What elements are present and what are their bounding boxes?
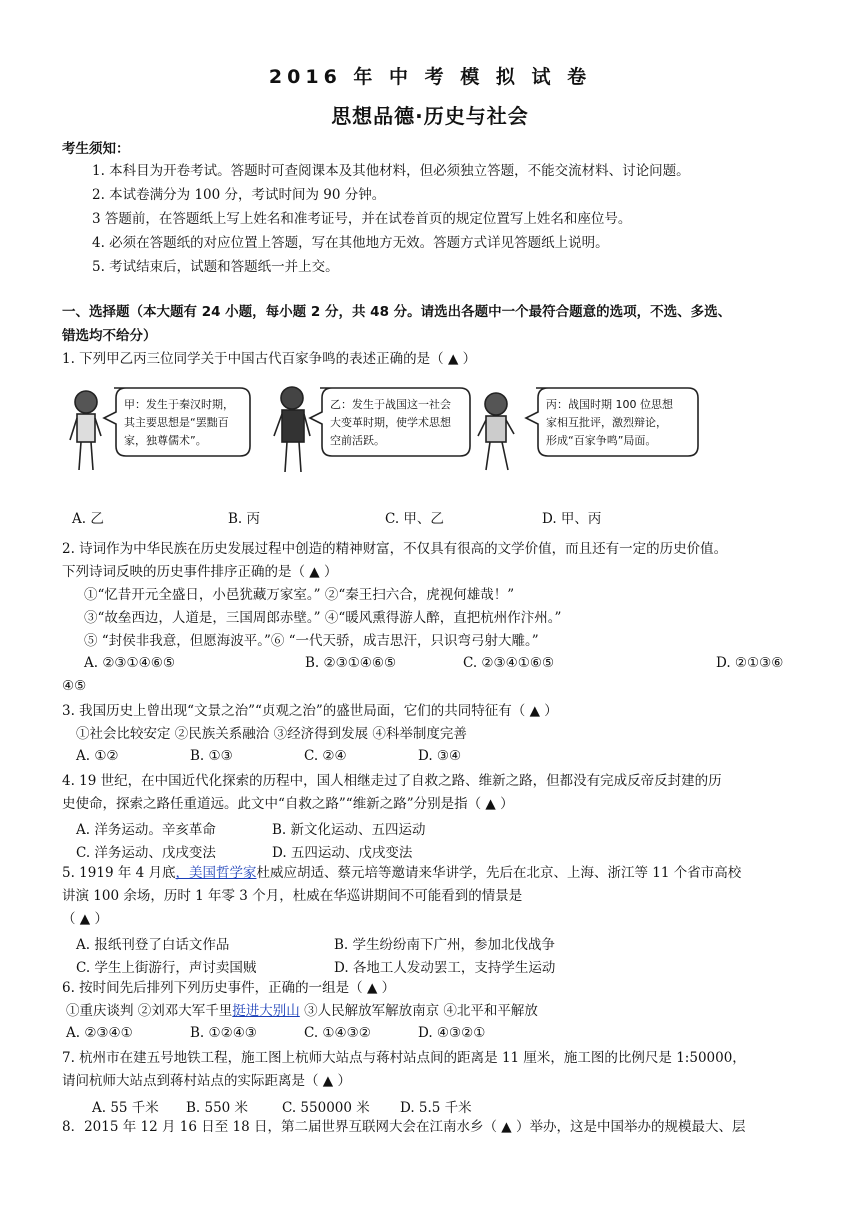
q7-stem-cont: 请问杭师大站点到蒋村站点的实际距离是（ ▲ ）	[62, 1073, 351, 1089]
q2-stem-cont: 下列诗词反映的历史事件排序正确的是（ ▲ ）	[62, 564, 338, 580]
q5-answer-slot: （ ▲ ）	[62, 911, 108, 927]
q1-cartoon	[68, 378, 708, 478]
q2-option-c[interactable]: C. ②③④①⑥⑤	[463, 655, 555, 671]
q2-poem-line: ①“忆昔开元全盛日，小邑犹藏万家室。” ②“秦王扫六合，虎视何雄哉！”	[84, 587, 515, 603]
q1-stem: 1. 下列甲乙丙三位同学关于中国古代百家争鸣的表述正确的是（ ▲ ）	[62, 351, 477, 367]
q5-option-d[interactable]: D. 各地工人发动罢工，支持学生运动	[334, 960, 556, 976]
bubble-jia-line: 甲：发生于秦汉时期，	[124, 398, 234, 411]
q4-option-b[interactable]: B. 新文化运动、五四运动	[272, 822, 426, 838]
q6-option-d[interactable]: D. ④③②①	[418, 1025, 486, 1041]
q5-option-a[interactable]: A. 报纸刊登了白话文作品	[76, 937, 230, 953]
notice-item: 5. 考试结束后，试题和答题纸一并上交。	[92, 259, 339, 275]
q6-option-c[interactable]: C. ①④③②	[304, 1025, 371, 1041]
q1-option-b[interactable]: B. 丙	[228, 511, 261, 527]
q4-option-c[interactable]: C. 洋务运动、戊戌变法	[76, 845, 216, 861]
bubble-jia-line: 其主要思想是“罢黜百	[124, 416, 229, 429]
q6-stem: 6. 按时间先后排列下列历史事件，正确的一组是（ ▲ ）	[62, 980, 396, 996]
q5-option-b[interactable]: B. 学生纷纷南下广州，参加北伐战争	[334, 937, 556, 953]
q1-option-c[interactable]: C. 甲、乙	[385, 511, 444, 527]
q2-option-d-cont: ④⑤	[62, 678, 87, 694]
dabieshan-link[interactable]: 挺进大别山	[232, 1003, 300, 1019]
q5-stem	[62, 864, 741, 882]
q4-option-d[interactable]: D. 五四运动、戊戌变法	[272, 845, 413, 861]
notice-heading: 考生须知：	[62, 141, 130, 157]
exam-title: 2016 年 中 考 模 拟 试 卷	[268, 66, 592, 88]
q6-option-b[interactable]: B. ①②④③	[190, 1025, 257, 1041]
q5-stem-rest: 杜威应胡适、蔡元培等邀请来华讲学，先后在北京、上海、浙江等 11 个省市高校	[256, 865, 742, 881]
q7-option-d[interactable]: D. 5.5 千米	[400, 1100, 472, 1116]
q4-stem-cont: 史使命，探索之路任重道远。此文中“自救之路”“维新之路”分别是指（ ▲ ）	[62, 796, 514, 812]
q2-option-d[interactable]: D. ②①③⑥	[716, 655, 784, 671]
q6-items	[66, 1002, 538, 1020]
notice-item: 3 答题前，在答题纸上写上姓名和准考证号，并在试卷首页的规定位置写上姓名和座位号。	[92, 211, 632, 227]
bubble-bing-line: 丙：战国时期 100 位思想	[546, 398, 673, 411]
student-yi-figure	[274, 387, 310, 472]
bubble-jia-line: 家，独尊儒术”。	[124, 434, 207, 447]
q7-option-c[interactable]: C. 550000 米	[282, 1100, 370, 1116]
student-bing-figure	[478, 393, 514, 470]
q4-option-a[interactable]: A. 洋务运动。辛亥革命	[76, 822, 216, 838]
student-jia-figure	[70, 391, 101, 470]
q7-stem: 7. 杭州市在建五号地铁工程，施工图上杭师大站点与蒋村站点间的距离是 11 厘米，施工图的比例尺是 1:50000，	[62, 1050, 746, 1066]
q3-option-b[interactable]: B. ①③	[190, 748, 233, 764]
q6-items-rest: ③人民解放军解放南京 ④北平和平解放	[299, 1003, 538, 1019]
bubble-yi-line: 大变革时期，使学术思想	[330, 416, 451, 429]
q2-stem: 2. 诗词作为中华民族在历史发展过程中创造的精神财富，不仅具有很高的文学价值，而且还有一定的历史价值。	[62, 541, 728, 557]
q6-items-start: ①重庆谈判 ②刘邓大军千里	[66, 1003, 233, 1019]
bubble-bing-line: 形成“百家争鸣”局面。	[546, 434, 657, 447]
bubble-bing-line: 家相互批评，激烈辩论，	[546, 416, 667, 429]
q7-option-b[interactable]: B. 550 米	[186, 1100, 249, 1116]
q5-stem-cont: 讲演 100 余场，历时 1 年零 3 个月，杜威在华巡讲期间不可能看到的情景是	[62, 888, 523, 904]
q3-option-c[interactable]: C. ②④	[304, 748, 347, 764]
section-heading: 一、选择题（本大题有 24 小题，每小题 2 分，共 48 分。请选出各题中一个最符合题意的选项，不选、多选、	[62, 304, 732, 320]
philosopher-link[interactable]: ，美国哲学家	[175, 865, 257, 881]
q2-option-b[interactable]: B. ②③①④⑥⑤	[305, 655, 397, 671]
q1-option-a[interactable]: A. 乙	[72, 511, 104, 527]
q2-poem-line: ⑤ “封侯非我意，但愿海波平。”⑥ “一代天骄，成吉思汗，只识弯弓射大雕。”	[84, 633, 539, 649]
q6-option-a[interactable]: A. ②③④①	[66, 1025, 133, 1041]
q3-option-d[interactable]: D. ③④	[418, 748, 462, 764]
q2-option-a[interactable]: A. ②③①④⑥⑤	[84, 655, 175, 671]
exam-subtitle: 思想品德·历史与社会	[331, 104, 529, 128]
bubble-yi-line: 乙：发生于战国这一社会	[330, 398, 451, 411]
q3-option-a[interactable]: A. ①②	[76, 748, 119, 764]
q5-option-c[interactable]: C. 学生上街游行，声讨卖国贼	[76, 960, 257, 976]
section-heading-cont: 错选均不给分）	[62, 328, 157, 344]
q3-stem: 3. 我国历史上曾出现“文景之治”“贞观之治”的盛世局面，它们的共同特征有（ ▲ ）	[62, 703, 558, 719]
q8-stem: 8．2015 年 12 月 16 日至 18 日，第二届世界互联网大会在江南水乡（ ▲ ）举办，这是中国举办的规模最大、层	[62, 1119, 746, 1135]
notice-item: 4. 必须在答题纸的对应位置上答题，写在其他地方无效。答题方式详见答题纸上说明。	[92, 235, 609, 251]
q7-option-a[interactable]: A. 55 千米	[92, 1100, 159, 1116]
bubble-yi-line: 空前活跃。	[330, 434, 385, 447]
q4-stem: 4. 19 世纪，在中国近代化探索的历程中，国人相继走过了自救之路、维新之路，但都没有完成反帝反封建的历	[62, 773, 722, 789]
q1-option-d[interactable]: D. 甲、丙	[542, 511, 602, 527]
notice-item: 1. 本科目为开卷考试。答题时可查阅课本及其他材料，但必须独立答题，不能交流材料、讨论问题。	[92, 163, 690, 179]
notice-item: 2. 本试卷满分为 100 分，考试时间为 90 分钟。	[92, 187, 386, 203]
q2-poem-line: ③“故垒西边，人道是，三国周郎赤壁。” ④“暖风熏得游人醉，直把杭州作汴州。”	[84, 610, 562, 626]
q3-items: ①社会比较安定 ②民族关系融洽 ③经济得到发展 ④科举制度完善	[76, 726, 467, 742]
q5-stem-start: 5. 1919 年 4 月底	[62, 865, 176, 881]
